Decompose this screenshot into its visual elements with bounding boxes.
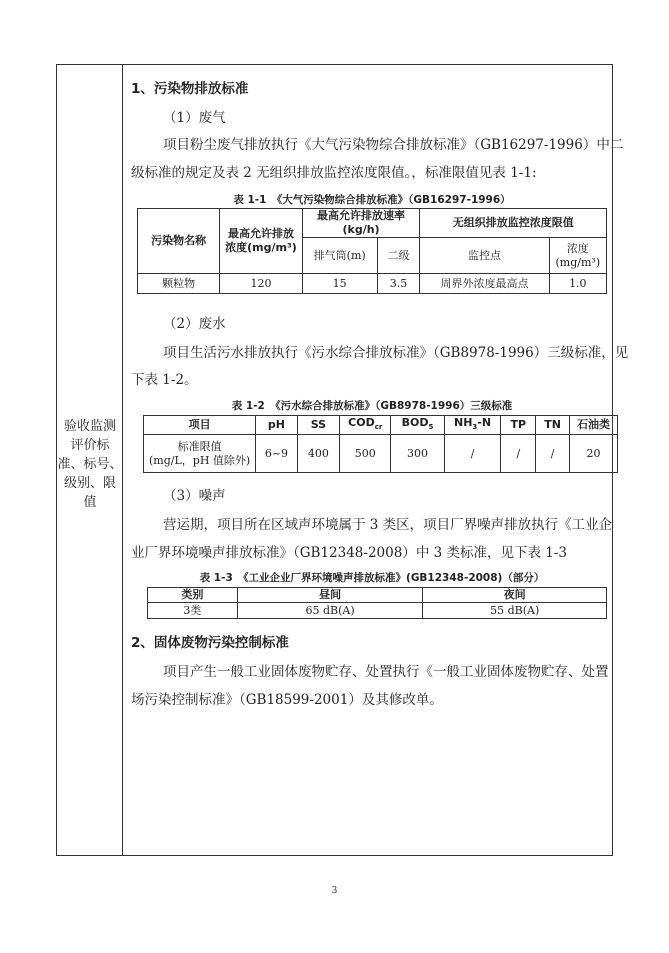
page-frame	[56, 64, 629, 856]
t1-cell: 周界外浓度最高点	[420, 274, 549, 294]
t1-header-conc2: 浓度 (mg/m³)	[549, 238, 606, 274]
t3-header: 类别	[148, 588, 238, 603]
section2-heading: 2、固体废物污染控制标准	[131, 635, 289, 651]
para-noise-line1: 营运期，项目所在区域声环境属于 3 类区，项目厂界噪声排放执行《工业企	[163, 517, 613, 533]
para-water-line1: 项目生活污水排放执行《污水综合排放标准》（GB8978-1996）三级标准，见	[163, 345, 629, 361]
t1-header-conc: 最高允许排放 浓度(mg/m³)	[220, 209, 302, 274]
t1-header-point: 监控点	[420, 238, 549, 274]
t2-cell: 400	[297, 435, 339, 473]
t1-cell: 1.0	[549, 274, 606, 294]
table3	[147, 587, 607, 619]
t1-cell: 15	[302, 274, 377, 294]
t1-header-name: 污染物名称	[138, 209, 220, 274]
t1-cell: 3.5	[377, 274, 420, 294]
para-water-line2: 下表 1-2。	[131, 372, 198, 388]
t2-cell: 20	[570, 435, 618, 473]
t2-cell: /	[444, 435, 501, 473]
subheading-gas: （1）废气	[163, 110, 226, 126]
t3-cell: 65 dB(A)	[237, 603, 423, 619]
t2-row-label: 标准限值 (mg/L，pH 值除外)	[144, 435, 256, 473]
t2-cell: 300	[391, 435, 444, 473]
t3-cell: 55 dB(A)	[423, 603, 607, 619]
t2-header: TN	[536, 416, 570, 435]
t2-cell: /	[536, 435, 570, 473]
subheading-water: （2）废水	[163, 316, 226, 332]
t3-header: 夜间	[423, 588, 607, 603]
para-gas-line1: 项目粉尘废气排放执行《大气污染物综合排放标准》（GB16297-1996）中二	[163, 137, 624, 153]
t2-cell: 500	[340, 435, 391, 473]
left-column	[57, 65, 123, 855]
t1-cell: 120	[220, 274, 302, 294]
table2-caption: 表 1-2 《污水综合排放标准》（GB8978-1996）三级标准	[231, 400, 513, 412]
t2-header: 石油类	[570, 416, 618, 435]
table3-caption: 表 1-3 《工业企业厂界环境噪声排放标准》(GB12348-2008)（部分）	[199, 572, 545, 584]
para-solid-line1: 项目产生一般工业固体废物贮存、处置执行《一般工业固体废物贮存、处置	[163, 664, 609, 680]
t1-header-rate: 最高允许排放速率 (kg/h)	[302, 209, 420, 238]
subheading-noise: （3）噪声	[163, 488, 226, 504]
t2-header: pH	[256, 416, 297, 435]
t2-header-cod: $COD_{cr}$	[340, 416, 391, 435]
para-noise-line2: 业厂界环境噪声排放标准》（GB12348-2008）中 3 类标准，见下表 1-3	[131, 545, 568, 561]
t2-cell: /	[501, 435, 536, 473]
t2-cell: 6~9	[256, 435, 297, 473]
t1-header-stack: 排气筒(m)	[302, 238, 377, 274]
t2-header-bod: $BOD_5$	[391, 416, 444, 435]
t3-header: 昼间	[237, 588, 423, 603]
para-gas-line2: 级标准的规定及表 2 无组织排放监控浓度限值。，标准限值见表 1-1:	[131, 165, 537, 181]
para-solid-line2: 场污染控制标准》（GB18599-2001）及其修改单。	[131, 692, 443, 708]
page-number: 3	[331, 886, 338, 896]
t2-header: 项目	[144, 416, 256, 435]
t2-header: SS	[297, 416, 339, 435]
t1-cell: 颗粒物	[138, 274, 220, 294]
t2-header: TP	[501, 416, 536, 435]
table1-caption: 表 1-1 《大气污染物综合排放标准》（GB16297-1996）	[233, 194, 511, 206]
t2-header-nh3: $NH_3-N$	[444, 416, 501, 435]
left-label: 验收监测 评价标 准、标号、 级别、限 值	[57, 419, 123, 510]
section1-heading: 1、污染物排放标准	[131, 81, 249, 97]
table1	[137, 208, 607, 294]
t1-header-unorg: 无组织排放监控浓度限值	[420, 209, 607, 238]
t3-cell: 3类	[148, 603, 238, 619]
table2	[143, 415, 618, 473]
t1-header-grade: 二级	[377, 238, 420, 274]
